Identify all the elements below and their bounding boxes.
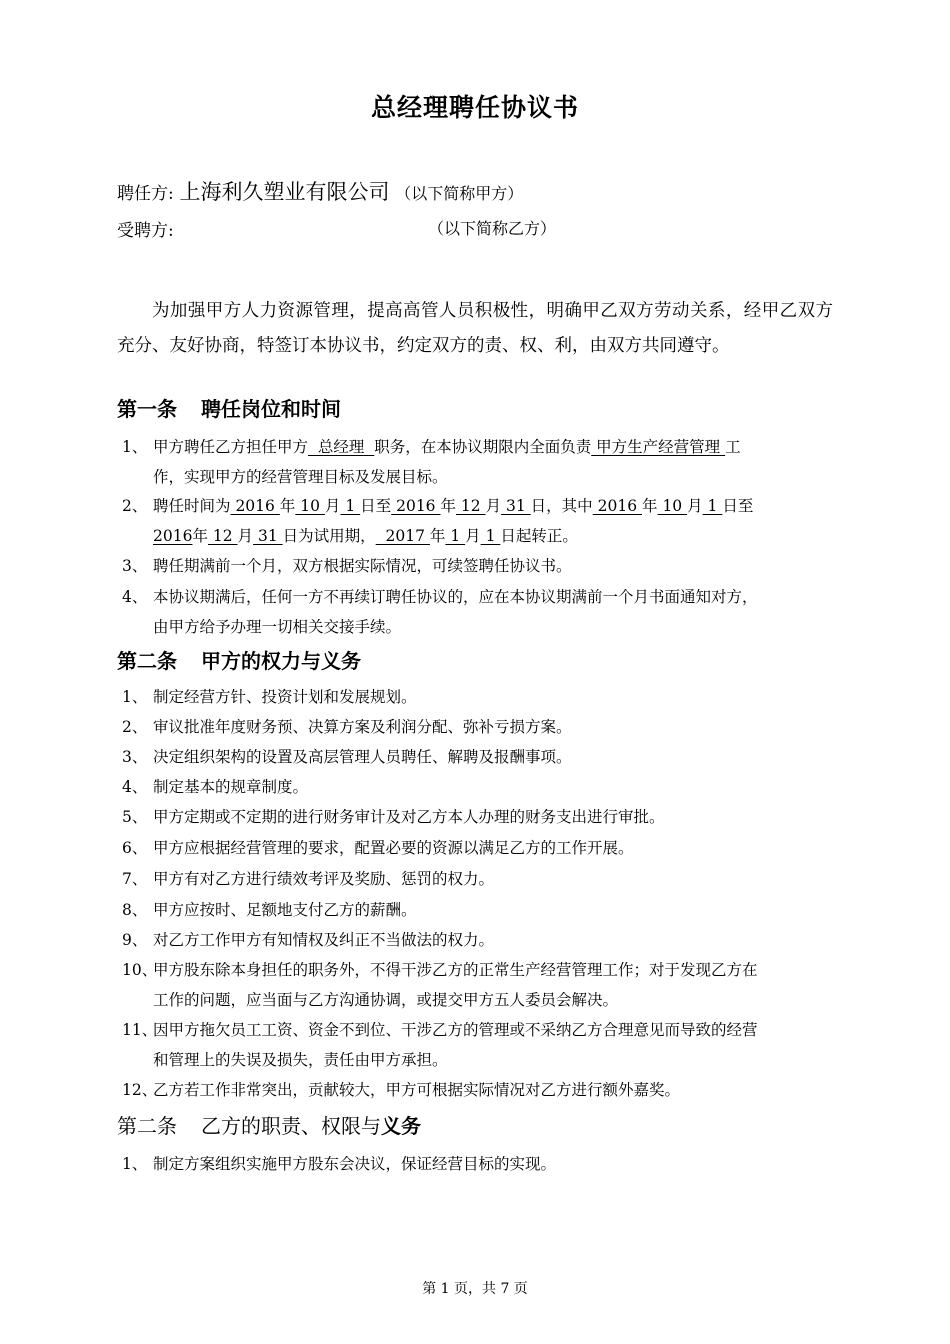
item-text: 甲方有对乙方进行绩效考评及奖励、惩罚的权力。 (153, 870, 495, 888)
section-2-item (122, 925, 834, 955)
section-3-item-1 (122, 1149, 834, 1179)
item-text: 乙方若工作非常突出，贡献较大，甲方可根据实际情况对乙方进行额外嘉奖。 (153, 1081, 681, 1099)
page-footer: 第 1 页，共 7 页 (422, 1281, 528, 1297)
item-text: 年 (642, 497, 658, 515)
intro-paragraph (117, 294, 833, 364)
intro-line-2: 乙双方充分、友好协商，特签订本协议书，约定双方的责、权、利，由双方共同遵守。 (117, 301, 834, 356)
item-text: 月 (485, 497, 502, 515)
section-3-title-tail: 义务 (381, 1114, 421, 1138)
section-1-item-1 (122, 432, 834, 492)
item-number: 4、 (122, 778, 148, 796)
item-text: 聘任期满前一个月，双方根据实际情况，可续签聘任协议书。 (153, 557, 572, 575)
section-3-number: 第二条 (117, 1114, 177, 1138)
item-number: 8、 (122, 901, 148, 919)
item-text: 甲方定期或不定期的进行财务审计及对乙方本人办理的财务支出进行审批。 (153, 808, 665, 826)
item-text: 年 (440, 497, 456, 515)
item-text: 本协议期满后，任何一方不再续订聘任协议的，应在本协议期满前一个月书面通知对方， (153, 588, 758, 606)
party-a-label: 聘任方: (117, 184, 174, 204)
date-field: 12 (456, 497, 486, 515)
item-number: 2、 (122, 497, 148, 515)
item-number: 1、 (122, 1155, 148, 1173)
item-text: 因甲方拖欠员工工资、资金不到位、干涉乙方的管理或不采纳乙方合理意见而导致的经营 (153, 1021, 758, 1039)
section-2-item (122, 955, 834, 1015)
date-field: 2017 (375, 527, 430, 545)
item-number: 10、 (122, 961, 158, 979)
item-number: 11、 (122, 1021, 158, 1039)
item-number: 12、 (122, 1081, 158, 1099)
item-text: 月 (237, 527, 254, 545)
section-2-item (122, 772, 834, 802)
date-field: 2016 (230, 497, 280, 515)
party-a-name: 上海利久塑业有限公司 (179, 180, 390, 204)
date-field: 2016 (153, 527, 193, 545)
section-1-item-2 (122, 491, 834, 551)
item-number: 2、 (122, 718, 148, 736)
item-text: 甲方应按时、足额地支付乙方的薪酬。 (153, 901, 417, 919)
section-2-title: 甲方的权力与义务 (201, 649, 361, 673)
item-text: 年 (279, 497, 296, 515)
item-text-line-2 (122, 521, 834, 551)
date-field: 1 (480, 527, 501, 545)
section-1-number: 第一条 (117, 397, 177, 421)
section-1-item-4 (122, 582, 834, 642)
item-number: 9、 (122, 931, 148, 949)
date-field: 2016 (391, 497, 441, 515)
item-text: 制定基本的规章制度。 (153, 778, 309, 796)
section-1-item-3 (122, 551, 834, 581)
item-text-line-2: 工作的问题，应当面与乙方沟通协调，或提交甲方五人委员会解决。 (153, 991, 619, 1009)
item-text: 月 (687, 497, 703, 515)
item-text: 甲方应根据经营管理的要求，配置必要的资源以满足乙方的工作开展。 (153, 839, 634, 857)
item-text: 月 (324, 497, 341, 515)
document-title: 总经理聘任协议书 (370, 93, 579, 122)
scope-field: 甲方生产经营管理 (591, 438, 726, 456)
section-2-item (122, 833, 834, 863)
item-number: 5、 (122, 808, 148, 826)
item-number: 3、 (122, 748, 148, 766)
item-text: 日至 (722, 497, 754, 515)
date-field: 31 (501, 497, 531, 515)
item-text: 日为试用期， (282, 527, 376, 545)
date-field: 1 (340, 497, 361, 515)
section-1-heading (117, 393, 341, 422)
item-text: 年 (192, 527, 208, 545)
section-2-item (122, 742, 834, 772)
item-text: 日起转正。 (500, 527, 578, 545)
item-number: 7、 (122, 870, 148, 888)
party-b-label: 受聘方: (117, 221, 174, 241)
section-2-number: 第二条 (117, 649, 177, 673)
item-text-line-2: 由甲方给予办理一切相关交接手续。 (153, 618, 402, 636)
item-number: 3、 (122, 557, 148, 575)
section-2-item (122, 712, 834, 742)
item-text: 制定经营方针、投资计划和发展规划。 (153, 688, 417, 706)
item-number: 4、 (122, 588, 148, 606)
date-field: 1 (702, 497, 723, 515)
item-text-line-2: 和管理上的失误及损失，责任由甲方承担。 (153, 1051, 448, 1069)
section-2-item (122, 1015, 834, 1075)
date-field: 10 (295, 497, 325, 515)
date-field: 2016 (592, 497, 642, 515)
position-field: 总经理 (308, 438, 375, 456)
item-number: 1、 (122, 688, 148, 706)
item-number: 6、 (122, 839, 148, 857)
section-2-item (122, 802, 834, 832)
section-2-item (122, 864, 834, 894)
item-text: 工 (725, 438, 741, 456)
date-field: 1 (445, 527, 466, 545)
item-text: 审议批准年度财务预、决算方案及利润分配、弥补亏损方案。 (153, 718, 572, 736)
item-text: 甲方聘任乙方担任甲方 (153, 438, 309, 456)
party-b-note: （以下简称乙方） (428, 219, 557, 238)
section-1-title: 聘任岗位和时间 (201, 397, 341, 421)
item-text: 日至 (360, 497, 392, 515)
intro-line-1: 为加强甲方人力资源管理，提高高管人员积极性，明确甲乙双方劳动关系，经甲 (152, 301, 780, 321)
item-text: 月 (465, 527, 481, 545)
item-text: 对乙方工作甲方有知情权及纠正不当做法的权力。 (153, 931, 495, 949)
item-text: 日，其中 (530, 497, 593, 515)
section-2-item (122, 1075, 834, 1105)
date-field: 12 (207, 527, 238, 545)
section-3-heading (117, 1110, 421, 1139)
party-a-note: （以下简称甲方） (395, 184, 524, 203)
item-text: 年 (429, 527, 446, 545)
section-2-heading (117, 645, 361, 674)
item-text: 甲方股东除本身担任的职务外，不得干涉乙方的正常生产经营管理工作；对于发现乙方在 (153, 961, 758, 979)
section-3-title: 乙方的职责、权限与 (201, 1114, 381, 1138)
date-field: 10 (657, 497, 688, 515)
item-text: 职务，在本协议期限内全面负责 (374, 438, 592, 456)
section-2-item (122, 682, 834, 712)
item-text: 决定组织架构的设置及高层管理人员聘任、解聘及报酬事项。 (153, 748, 572, 766)
item-text: 聘任时间为 (153, 497, 231, 515)
item-text: 制定方案组织实施甲方股东会决议，保证经营目标的实现。 (153, 1155, 557, 1173)
party-b-line (117, 216, 174, 241)
item-text-line-2: 作，实现甲方的经营管理目标及发展目标。 (153, 468, 448, 486)
party-a-line (117, 176, 523, 206)
date-field: 31 (253, 527, 283, 545)
section-2-item (122, 895, 834, 925)
item-number: 1、 (122, 438, 148, 456)
